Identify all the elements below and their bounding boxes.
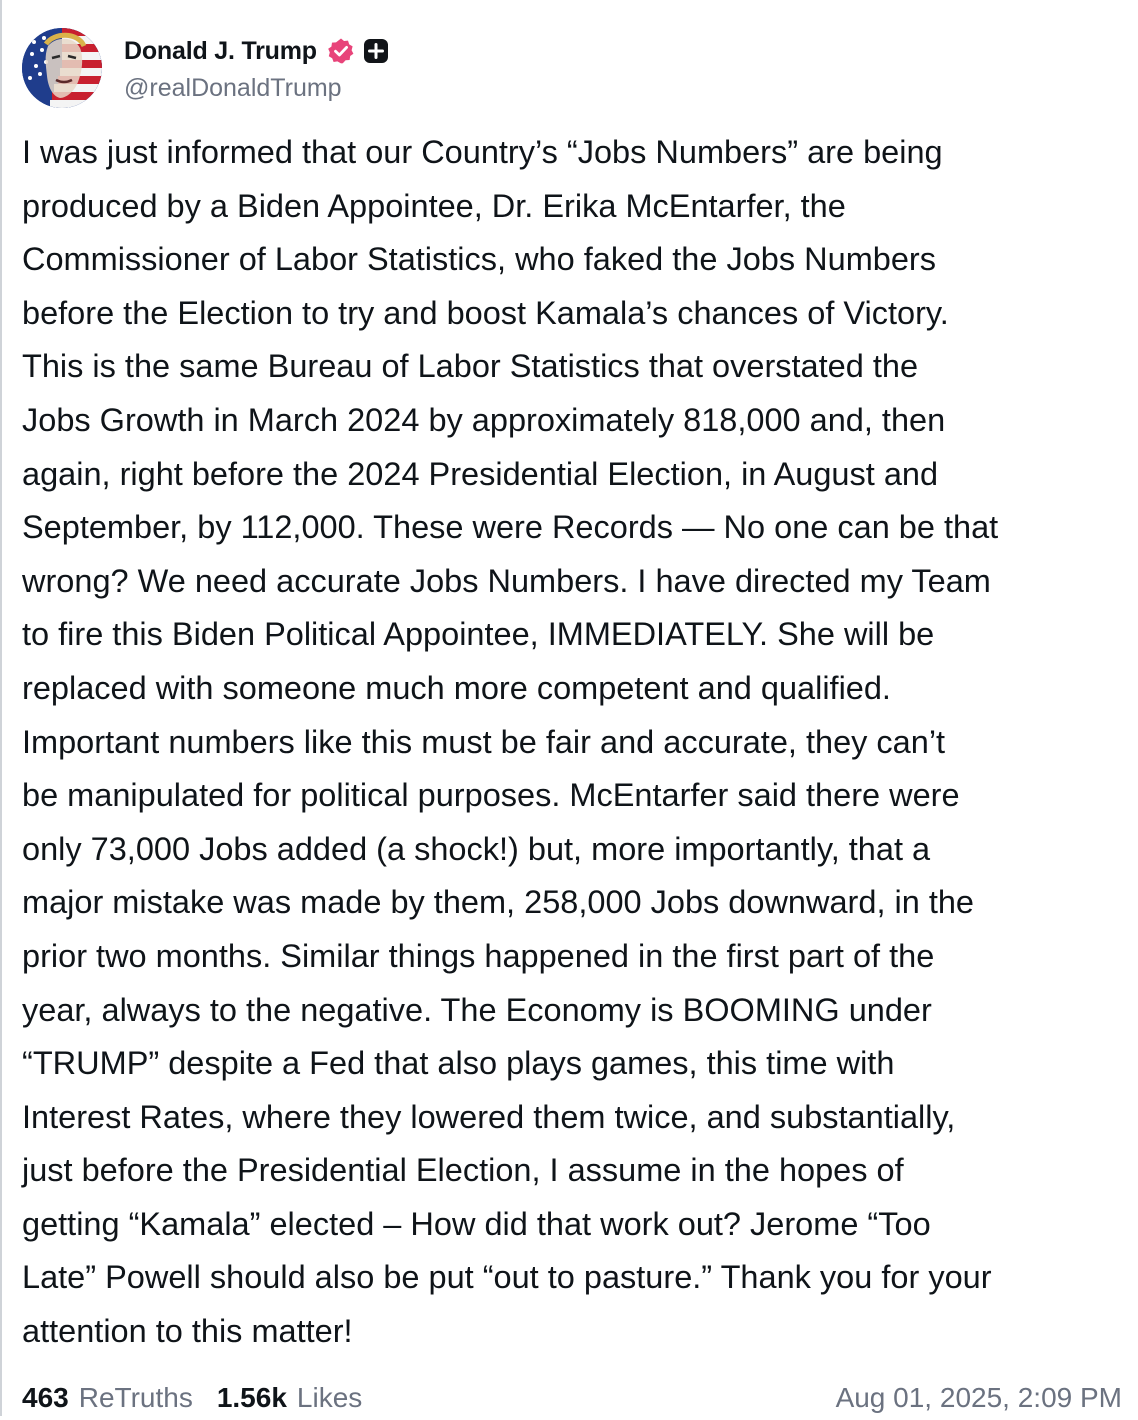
likes-label: Likes: [296, 1382, 363, 1413]
name-row: [124, 34, 389, 68]
retruths-label: ReTruths: [78, 1382, 193, 1413]
retruths-stat[interactable]: [22, 1382, 193, 1414]
retruths-count: 463: [22, 1382, 69, 1413]
likes-stat[interactable]: [217, 1382, 362, 1414]
author-display-name[interactable]: Donald J. Trump: [124, 36, 317, 65]
post-timestamp[interactable]: Aug 01, 2025, 2:09 PM: [835, 1382, 1122, 1413]
author-handle[interactable]: @realDonaldTrump: [124, 74, 342, 102]
verified-badge-icon: [327, 37, 355, 65]
post-body-text: I was just informed that our Country’s “Jobs Numbers” are being produced by a Biden Appointee, Dr. Erika McEntarfer, the Commissioner of Labor Statistics, who faked the Jobs Numbers before the Election to try and boost Kamala’s chances of Victory. This is the same Bureau of Labor Statistics that overstated the Jobs Growth in March 2024 by approximately 818,000 and, then again, right before the 2024 Presidential Election, in August and September, by 112,000. These were Records — No one can be that wrong? We need accurate Jobs Numbers. I have directed my Team to fire this Biden Political Appointee, IMMEDIATELY. She will be replaced with someone much more competent and qualified. Important numbers like this must be fair and accurate, they can’t be manipulated for political purposes. McEntarfer said there were only 73,000 Jobs added (a shock!) but, more importantly, that a major mistake was made by them, 258,000 Jobs downward, in the prior two months. Similar things happened in the first part of the year, always to the negative. The Economy is BOOMING under “TRUMP” despite a Fed that also plays games, this time with Interest Rates, where they lowered them twice, and substantially, just before the Presidential Election, I assume in the hopes of getting “Kamala” elected – How did that work out? Jerome “Too Late” Powell should also be put “out to pasture.” Thank you for your attention to this matter!: [22, 134, 999, 1350]
post-header: [22, 28, 389, 110]
avatar[interactable]: [22, 28, 102, 108]
likes-count: 1.56k: [216, 1382, 287, 1413]
author-identity: [124, 34, 389, 103]
post-footer: [22, 1376, 1122, 1420]
plus-square-icon: [363, 38, 389, 64]
